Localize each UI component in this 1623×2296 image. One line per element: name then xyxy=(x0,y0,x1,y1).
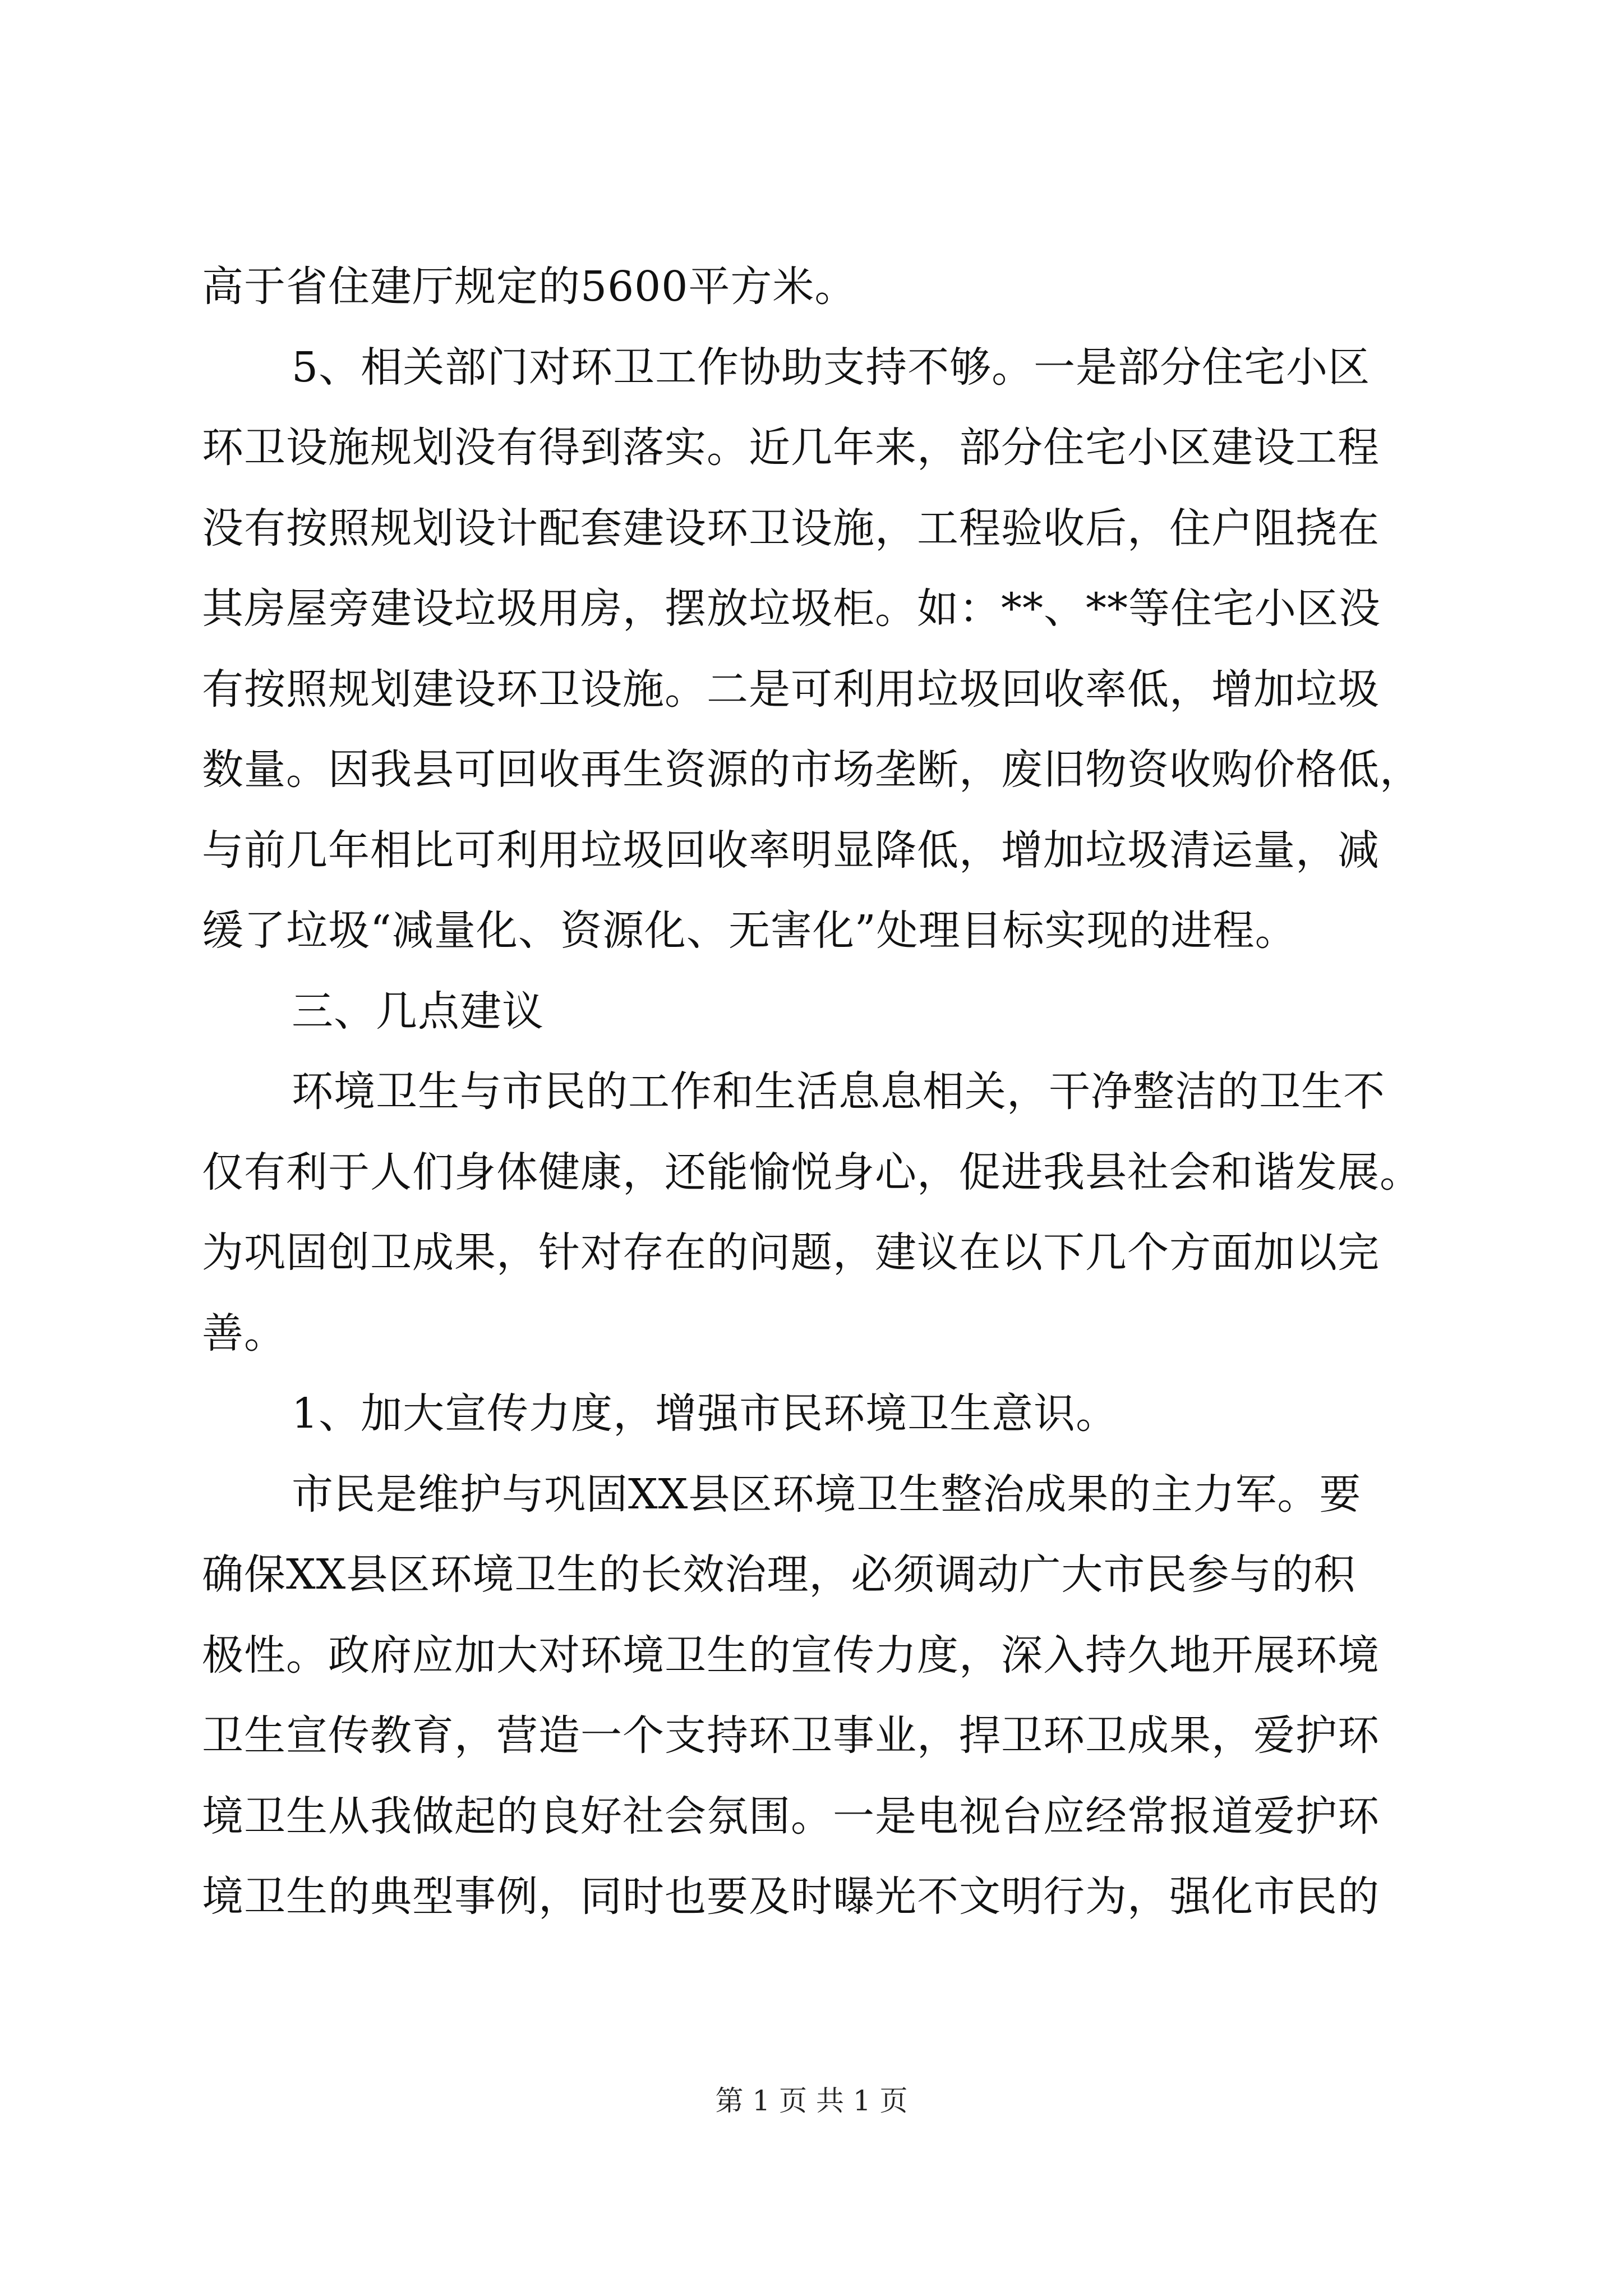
text-line: 境卫生的典型事例，同时也要及时曝光不文明行为，强化市民的 xyxy=(202,1872,1380,1921)
text-line: 高于省住建厅规定的5600平方米。 xyxy=(202,263,857,311)
document-body xyxy=(202,247,1424,1938)
text-line: 境卫生从我做起的良好社会氛围。一是电视台应经常报道爱护环 xyxy=(202,1792,1380,1841)
text-line: 确保XX县区环境卫生的长效治理，必须调动广大市民参与的积 xyxy=(202,1550,1356,1599)
text-line: 5、相关部门对环卫工作协助支持不够。一是部分住宅小区 xyxy=(292,343,1371,392)
text-line: 市民是维护与巩固XX县区环境卫生整治成果的主力军。要 xyxy=(292,1470,1362,1519)
text-line: 卫生宣传教育，营造一个支持环卫事业，捍卫环卫成果，爱护环 xyxy=(202,1711,1380,1760)
text-line: 仅有利于人们身体健康，还能愉悦身心，促进我县社会和谐发展。 xyxy=(202,1148,1422,1197)
text-line: 没有按照规划设计配套建设环卫设施，工程验收后，住户阻挠在 xyxy=(202,504,1380,553)
text-line: 善。 xyxy=(202,1309,286,1358)
text-line: 为巩固创卫成果，针对存在的问题，建议在以下几个方面加以完 xyxy=(202,1228,1380,1277)
text-line: 与前几年相比可利用垃圾回收率明显降低，增加垃圾清运量，减 xyxy=(202,826,1380,875)
text-line: 缓了垃圾“减量化、资源化、无害化”处理目标实现的进程。 xyxy=(202,907,1297,955)
text-line: 环境卫生与市民的工作和生活息息相关，干净整洁的卫生不 xyxy=(292,1068,1385,1116)
text-line: 有按照规划建设环卫设施。二是可利用垃圾回收率低，增加垃圾 xyxy=(202,665,1380,714)
text-line: 1、加大宣传力度，增强市民环境卫生意识。 xyxy=(292,1389,1118,1438)
text-line: 环卫设施规划没有得到落实。近几年来，部分住宅小区建设工程 xyxy=(202,424,1380,472)
text-line: 其房屋旁建设垃圾用房，摆放垃圾柜。如：**、**等住宅小区没 xyxy=(202,585,1381,633)
page-footer: 第 1 页 共 1 页 xyxy=(715,2085,908,2117)
text-line: 数量。因我县可回收再生资源的市场垄断，废旧物资收购价格低， xyxy=(202,746,1422,794)
text-line: 三、几点建议 xyxy=(292,987,544,1036)
text-line: 极性。政府应加大对环境卫生的宣传力度，深入持久地开展环境 xyxy=(202,1631,1380,1680)
